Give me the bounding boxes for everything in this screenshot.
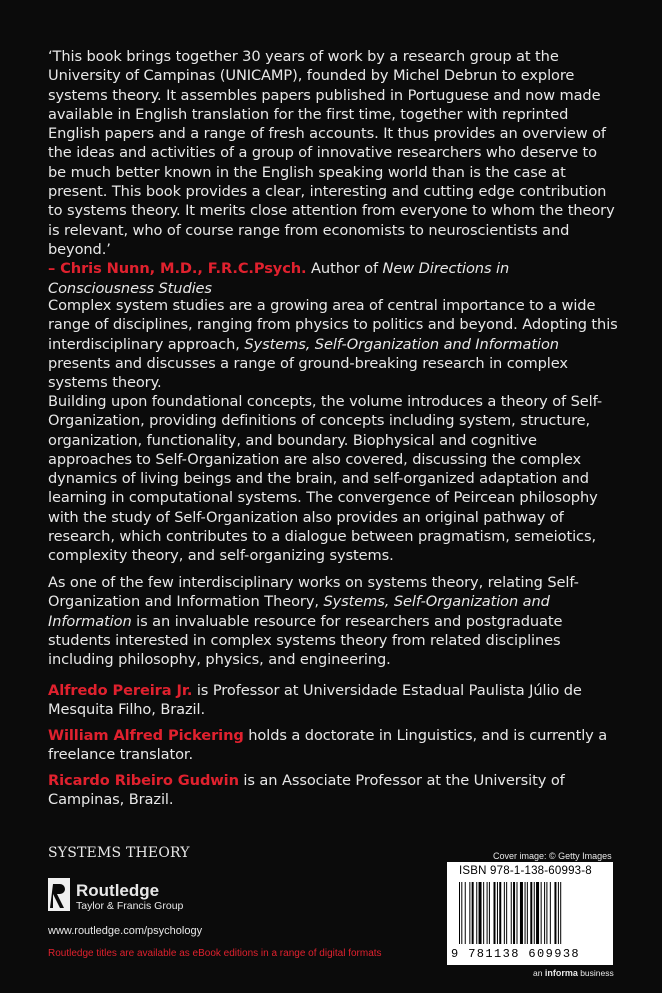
barcode-bar [530, 882, 532, 944]
barcode-bar [461, 882, 462, 944]
barcode-bar [525, 882, 526, 944]
barcode-bar [550, 882, 551, 944]
publisher-logo [48, 878, 183, 916]
routledge-logo-icon [48, 878, 70, 916]
description-paragraph-2: Building upon foundational concepts, the volume introduces a theory of Self-Organization, providing definitions of concepts including system, structure, organization, functionality, and boundary. Biophysical and cognitive approaches to Self-Organization are also covered, discussing the complex dynamics of living beings and the brain, and self-organized adaptation and learning in computational systems. The convergence of Peircean philosophy with the study of Self-Organization also provides an original pathway of research, which contributes to a dialogue between pragmatism, semeiotics, complexity theory, and self-organizing systems. [48, 393, 603, 565]
endorsement-quote [48, 47, 618, 298]
informa-post: business [577, 968, 614, 978]
quote-text: ‘This book brings together 30 years of work by a research group at the University of Campinas (UNICAMP), founded by Michel Debrun to explore systems theory. It assembles papers published in Portuguese and now made available in English translation for the first time, together with reprinted English papers and a range of fresh accounts. It thus provides an overview of the ideas and activities of a group of innovative researchers who deserve to be much better known in the English speaking world than is the case at present. This book provides a clear, interesting and cutting edge contribution to systems theory. It merits close attention from everyone to whom the theory is relevant, who of course range from economists to neuroscientists and beyond.’ [48, 48, 615, 258]
author-name: William Alfred Pickering [48, 727, 244, 744]
barcode-bar [494, 882, 496, 944]
description-p3-book-title: Systems, Self-Organization and Information [48, 593, 550, 630]
author-name: Ricardo Ribeiro Gudwin [48, 772, 239, 789]
barcode-bar [527, 882, 528, 944]
barcode-bar [469, 882, 470, 944]
author-bio [48, 771, 618, 810]
barcode-bar [554, 882, 556, 944]
publisher-url[interactable]: www.routledge.com/psychology [48, 925, 203, 937]
description-p1-text-a: Complex system studies are a growing area of central importance to a wide range of disciplines, ranging from physics to politics and beyond. Adopting this interdisciplinary approach, [48, 297, 618, 353]
description-paragraph-3 [48, 573, 618, 669]
barcode-bar [497, 882, 498, 944]
informa-business [533, 968, 614, 978]
author-bio-text: is an Associate Professor at the University of Campinas, Brazil. [48, 772, 565, 809]
barcode-bar [489, 882, 490, 944]
author-bio-text: holds a doctorate in Linguistics, and is currently a freelance translator. [48, 727, 608, 764]
barcode-bar [517, 882, 518, 944]
informa-brand: informa [544, 968, 578, 978]
barcode-bar [511, 882, 512, 944]
publisher-name: Routledge [76, 880, 160, 900]
barcode-bar [520, 882, 523, 944]
barcode-bar [558, 882, 559, 944]
barcode-bar [487, 882, 488, 944]
quote-attribution-name: – Chris Nunn, M.D., F.R.C.Psych. [48, 260, 307, 278]
barcode-bar [536, 882, 539, 944]
description-p3-text-a: As one of the few interdisciplinary works on systems theory, relating Self-Organization and Information Theory, [48, 574, 579, 611]
barcode-bar [534, 882, 535, 944]
isbn-label: ISBN 978-1-138-60993-8 [459, 865, 592, 877]
barcode-bar [499, 882, 501, 944]
barcode-bar [465, 882, 466, 944]
barcode-bar [506, 882, 507, 944]
author-bio-text: is Professor at Universidade Estadual Paulista Júlio de Mesquita Filho, Brazil. [48, 682, 582, 719]
barcode-bar [513, 882, 515, 944]
barcode-bar [546, 882, 547, 944]
barcode-bar [504, 882, 505, 944]
quote-attribution-role: Author of [306, 260, 383, 278]
barcode-bar [483, 882, 484, 944]
cover-credit: Cover image: © Getty Images [493, 851, 612, 861]
barcode-bar [479, 882, 482, 944]
description-p1-book-title: Systems, Self-Organization and Information [244, 335, 559, 353]
barcode-bar [472, 882, 474, 944]
isbn-digits: 9 781138 609938 [451, 947, 581, 961]
barcode-bar [459, 882, 460, 944]
barcode-bar [560, 882, 561, 944]
description-p3-text-b: is an invaluable resource for researchers and postgraduate students interested in complex systems theory from related disciplines including philosophy, physics, and engineering. [48, 612, 563, 669]
series-name: SYSTEMS THEORY [48, 845, 190, 861]
author-name: Alfredo Pereira Jr. [48, 682, 193, 699]
informa-pre: an [533, 968, 545, 978]
quote-attribution-book: New Directions in Consciousness Studies [48, 260, 510, 297]
author-bio [48, 681, 618, 720]
ebook-note: Routledge titles are available as eBook editions in a range of digital formats [48, 948, 382, 959]
publisher-group: Taylor & Francis Group [76, 899, 184, 912]
author-bio [48, 726, 618, 765]
barcode-bar [541, 882, 542, 944]
barcode-bar [544, 882, 545, 944]
isbn-barcode-box [447, 862, 613, 965]
barcode-icon [459, 882, 601, 944]
barcode-bar [476, 882, 477, 944]
description-paragraph-1 [48, 296, 618, 392]
description-p1-text-b: presents and discusses a range of ground-breaking research in complex systems theory. [48, 354, 568, 392]
